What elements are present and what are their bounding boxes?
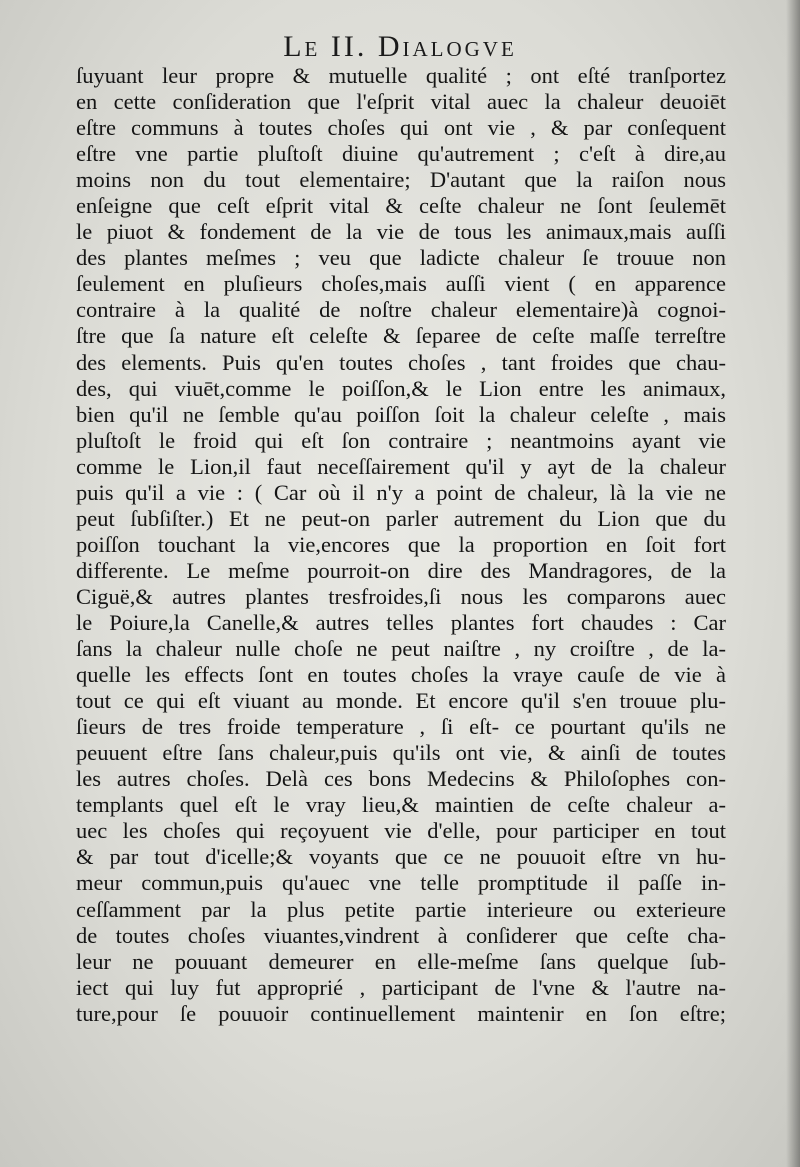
text-line: des elements. Puis qu'en toutes choſes , tant froides que chau- xyxy=(76,349,726,375)
text-line: puis qu'il a vie : ( Car où il n'y a point de chaleur, là la vie ne xyxy=(76,479,726,505)
text-line: templants quel eſt le vray lieu,& maintien de ceſte chaleur a- xyxy=(76,792,726,818)
text-line: bien qu'il ne ſemble qu'au poiſſon ſoit la chaleur celeſte , mais xyxy=(76,401,726,427)
text-line: ceſſamment par la plus petite partie interieure ou exterieure xyxy=(76,896,726,922)
text-line: enſeigne que ceſt eſprit vital & ceſte chaleur ne ſont ſeulemēt xyxy=(76,193,726,219)
text-line: en cette conſideration que l'eſprit vital auec la chaleur deuoiēt xyxy=(76,89,726,115)
text-line: ſans la chaleur nulle choſe ne peut naiſtre , ny croiſtre , de la- xyxy=(76,636,726,662)
text-line: pluſtoſt le froid qui eſt ſon contraire ; neantmoins ayant vie xyxy=(76,427,726,453)
text-line: eſtre vne partie pluſtoſt diuine qu'autrement ; c'eſt à dire,au xyxy=(76,141,726,167)
running-header: Le II. Dialogve xyxy=(283,30,517,63)
text-line: & par tout d'icelle;& voyants que ce ne pouuoit eſtre vn hu- xyxy=(76,844,726,870)
text-line: Ciguë,& autres plantes tresfroides,ſi nous les comparons auec xyxy=(76,583,726,609)
text-line: des, qui viuēt,comme le poiſſon,& le Lion entre les animaux, xyxy=(76,375,726,401)
text-line: tout ce qui eſt viuant au monde. Et encore qu'il s'en trouue plu- xyxy=(76,688,726,714)
text-line: meur commun,puis qu'auec vne telle promptitude il paſſe in- xyxy=(76,870,726,896)
text-line: le piuot & fondement de la vie de tous les animaux,mais auſſi xyxy=(76,219,726,245)
text-line: des plantes meſmes ; veu que ladicte chaleur ſe trouue non xyxy=(76,245,726,271)
text-line: de toutes choſes viuantes,vindrent à conſiderer que ceſte cha- xyxy=(76,922,726,948)
text-line: poiſſon touchant la vie,encores que la proportion en ſoit fort xyxy=(76,531,726,557)
text-line: ſieurs de tres froide temperature , ſi eſt- ce pourtant qu'ils ne xyxy=(76,714,726,740)
text-line: ſtre que ſa nature eſt celeſte & ſeparee de ceſte maſſe terreſtre xyxy=(76,323,726,349)
text-line: differente. Le meſme pourroit-on dire des Mandragores, de la xyxy=(76,557,726,583)
text-line: ſuyuant leur propre & mutuelle qualité ; ont eſté tranſportez xyxy=(76,63,726,88)
text-line: ſeulement en pluſieurs choſes,mais auſſi vient ( en apparence xyxy=(76,271,726,297)
text-line: moins non du tout elementaire; D'autant que la raiſon nous xyxy=(76,167,726,193)
text-line: comme le Lion,il faut neceſſairement qu'il y ayt de la chaleur xyxy=(76,453,726,479)
text-line: les autres choſes. Delà ces bons Medecins & Philoſophes con- xyxy=(76,766,726,792)
text-line: iect qui luy fut approprié , participant de l'vne & l'autre na- xyxy=(76,974,726,1000)
text-line: ture,pour ſe pouuoir continuellement maintenir en ſon eſtre; xyxy=(76,1000,726,1026)
text-line: eſtre communs à toutes choſes qui ont vie , & par conſequent xyxy=(76,115,726,141)
text-line: le Poiure,la Canelle,& autres telles plantes fort chaudes : Car xyxy=(76,609,726,635)
text-line: peuuent eſtre ſans chaleur,puis qu'ils ont vie, & ainſi de toutes xyxy=(76,740,726,766)
text-line: leur ne pouuant demeurer en elle-meſme ſans quelque ſub- xyxy=(76,948,726,974)
text-line: quelle les effects ſont en toutes choſes la vraye cauſe de vie à xyxy=(76,662,726,688)
body-text xyxy=(76,63,726,1027)
page-edge-shadow xyxy=(786,0,800,1167)
text-line: uec les choſes qui reçoyuent vie d'elle, pour participer en tout xyxy=(76,818,726,844)
text-line: contraire à la qualité de noſtre chaleur elementaire)à cognoi- xyxy=(76,297,726,323)
text-line: peut ſubſiſter.) Et ne peut-on parler autrement du Lion que du xyxy=(76,505,726,531)
